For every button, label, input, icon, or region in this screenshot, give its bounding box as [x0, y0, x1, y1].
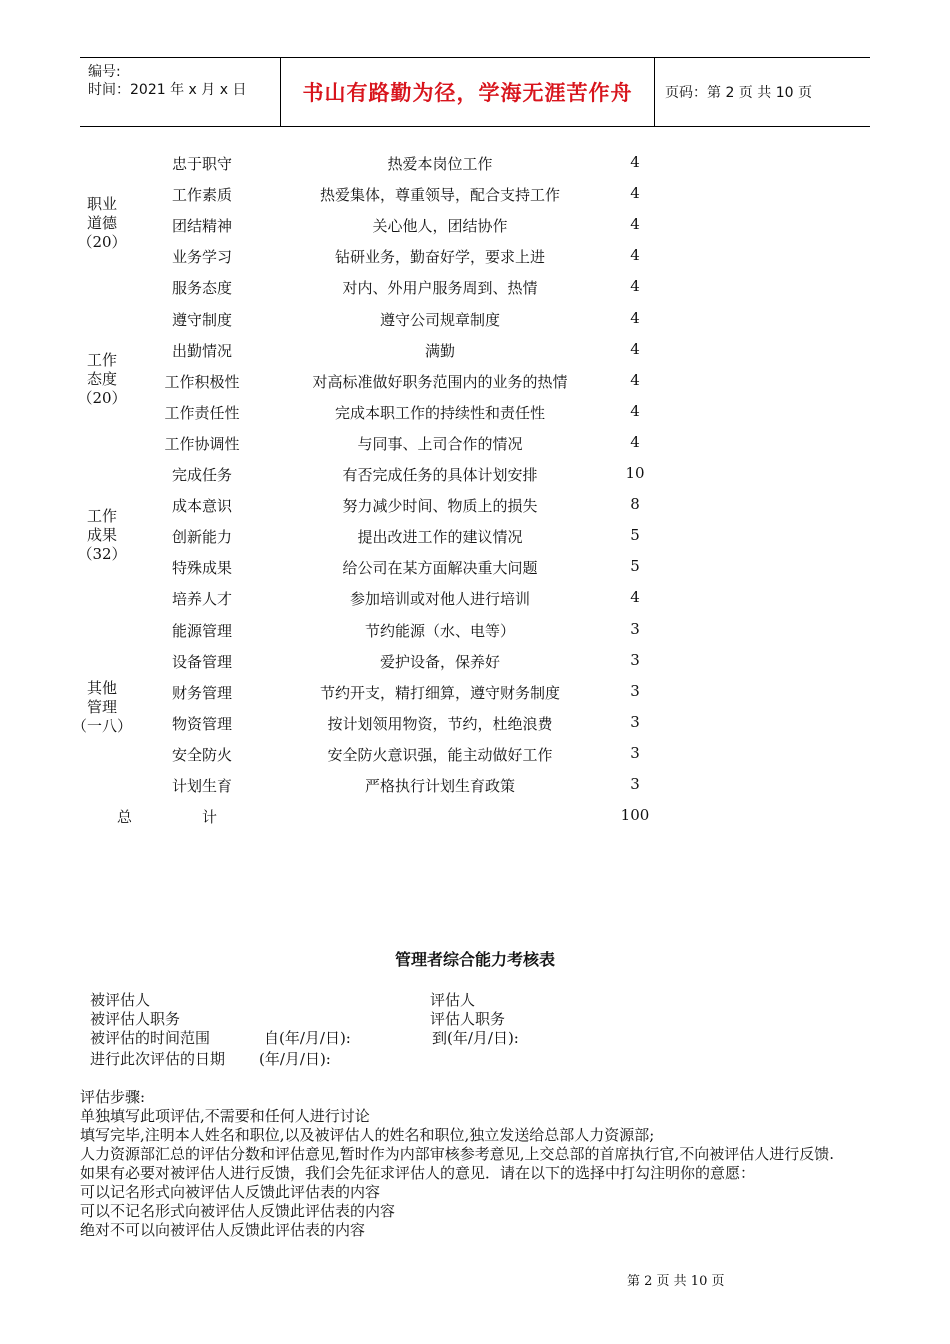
- description-cell: 努力减少时间、物质上的损失: [342, 497, 538, 516]
- item-cell: 设备管理: [171, 652, 232, 671]
- score-cell: 10: [625, 464, 645, 482]
- description-cell: 热爱本岗位工作: [387, 155, 493, 173]
- category-text: 工作 成果 （32）: [77, 507, 127, 563]
- page-header: [80, 57, 870, 127]
- steps-heading: 评估步骤:: [80, 1088, 146, 1106]
- score-cell: 4: [630, 432, 640, 451]
- score-cell: 8: [630, 495, 640, 514]
- table-row: [70, 427, 670, 458]
- item-cell: 特殊成果: [171, 559, 232, 578]
- score-cell: 4: [630, 370, 640, 389]
- header-page-label: 页码：第 2 页 共 10 页: [665, 85, 812, 101]
- score-cell: 3: [630, 619, 640, 638]
- score-cell: 4: [630, 308, 640, 327]
- table-row: [70, 209, 670, 240]
- step-item: 如果有必要对被评估人进行反馈，我们会先征求评估人的意见．请在以下的选择中打勾注明你的意愿：: [80, 1164, 756, 1182]
- description-cell: 与同事、上司合作的情况: [357, 434, 523, 453]
- total-score: 100: [620, 806, 650, 824]
- score-cell: 4: [630, 339, 640, 358]
- category-text: 其他 管理 （一八）: [71, 679, 132, 735]
- item-cell: 工作素质: [171, 186, 232, 205]
- total-label-2: 计: [202, 808, 218, 826]
- score-cell: 4: [630, 401, 640, 420]
- item-cell: 计划生育: [171, 777, 232, 795]
- date-format-label: (年/月/日):: [259, 1050, 331, 1068]
- description-cell: 热爱集体，尊重领导，配合支持工作: [319, 186, 560, 205]
- table-row: [70, 676, 670, 707]
- number-label: 编号:: [88, 64, 121, 80]
- table-row: [70, 303, 670, 334]
- table-row: [70, 365, 670, 396]
- item-cell: 财务管理: [171, 683, 232, 702]
- item-cell: 服务态度: [171, 279, 232, 298]
- table-row: [70, 147, 670, 178]
- description-cell: 节约能源（水、电等）: [364, 621, 515, 640]
- item-cell: 完成任务: [171, 466, 232, 484]
- item-cell: 出勤情况: [171, 341, 232, 360]
- period-from-label: 自(年/月/日):: [264, 1029, 351, 1047]
- table-row: [70, 551, 670, 582]
- item-cell: 工作积极性: [164, 372, 240, 391]
- score-cell: 4: [630, 153, 640, 171]
- step-item: 填写完毕,注明本人姓名和职位,以及被评估人的姓名和职位,独立发送给总部人力资源部;: [80, 1126, 655, 1144]
- evaluator-label: 评估人: [430, 991, 476, 1009]
- option-item: 绝对不可以向被评估人反馈此评估表的内容: [80, 1221, 366, 1239]
- description-cell: 关心他人，团结协作: [372, 217, 508, 236]
- item-cell: 忠于职守: [171, 155, 232, 173]
- evaluation-steps: [80, 1088, 880, 1240]
- item-cell: 成本意识: [171, 497, 232, 516]
- table-row: [70, 334, 670, 365]
- evaluator-position-label: 评估人职务: [430, 1010, 506, 1028]
- description-cell: 对内、外用户服务周到、热情: [342, 279, 538, 298]
- period-label: 被评估的时间范围: [90, 1029, 211, 1047]
- description-cell: 完成本职工作的持续性和责任性: [334, 403, 545, 422]
- period-to-label: 到(年/月/日):: [432, 1029, 519, 1047]
- table-row: [70, 582, 670, 613]
- score-cell: 4: [630, 246, 640, 265]
- table-row: [70, 178, 670, 209]
- item-cell: 能源管理: [171, 621, 232, 640]
- step-item: 单独填写此项评估,不需要和任何人进行讨论: [80, 1107, 370, 1125]
- score-cell: 3: [630, 775, 640, 793]
- description-cell: 严格执行计划生育政策: [364, 777, 515, 795]
- score-cell: 3: [630, 681, 640, 700]
- category-text: 职业 道德 （20）: [77, 195, 127, 251]
- score-cell: 4: [630, 215, 640, 234]
- description-cell: 提出改进工作的建议情况: [357, 528, 523, 547]
- time-label: 时间：2021 年 x 月 x 日: [88, 82, 247, 98]
- description-cell: 给公司在某方面解决重大问题: [342, 559, 538, 578]
- evaluatee-position-label: 被评估人职务: [90, 1010, 181, 1028]
- score-cell: 3: [630, 743, 640, 762]
- table-row: [70, 707, 670, 738]
- header-meta: [80, 58, 281, 126]
- option-item: 可以记名形式向被评估人反馈此评估表的内容: [80, 1183, 381, 1201]
- category-text: 工作 态度 （20）: [77, 351, 127, 407]
- table-row: [70, 271, 670, 302]
- item-cell: 业务学习: [171, 248, 232, 267]
- item-cell: 团结精神: [171, 217, 232, 236]
- total-label-1: 总: [117, 808, 133, 826]
- table-row: [70, 738, 670, 769]
- item-cell: 工作协调性: [164, 434, 240, 453]
- description-cell: 爱护设备，保养好: [379, 652, 500, 671]
- item-cell: 培养人才: [171, 590, 232, 609]
- description-cell: 按计划领用物资，节约，杜绝浪费: [327, 714, 553, 733]
- evaluatee-label: 被评估人: [90, 991, 151, 1009]
- table-row: [70, 396, 670, 427]
- description-cell: 钻研业务，勤奋好学，要求上进: [334, 248, 545, 267]
- form-title: 管理者综合能力考核表: [394, 950, 555, 969]
- table-row: [70, 769, 670, 800]
- step-item: 人力资源部汇总的评估分数和评估意见,暂时作为内部审核参考意见,上交总部的首席执行官,不向被评估人进行反馈.: [80, 1145, 835, 1163]
- description-cell: 节约开支，精打细算，遵守财务制度: [319, 683, 560, 702]
- description-cell: 对高标准做好职务范围内的业务的热情: [312, 372, 568, 391]
- table-row: [70, 240, 670, 271]
- score-cell: 5: [630, 557, 640, 576]
- table-row: [70, 520, 670, 551]
- score-cell: 3: [630, 712, 640, 731]
- table-row: [70, 645, 670, 676]
- table-row: [70, 458, 670, 489]
- option-item: 可以不记名形式向被评估人反馈此评估表的内容: [80, 1202, 396, 1220]
- score-cell: 4: [630, 277, 640, 296]
- score-cell: 4: [630, 588, 640, 607]
- footer-page-number: 第 2 页 共 10 页: [627, 1274, 725, 1289]
- description-cell: 遵守公司规章制度: [379, 310, 500, 329]
- table-row: [70, 489, 670, 520]
- description-cell: 有否完成任务的具体计划安排: [342, 466, 538, 484]
- item-cell: 创新能力: [171, 528, 232, 547]
- description-cell: 满勤: [424, 341, 455, 360]
- header-motto: 书山有路勤为径，学海无涯苦作舟: [281, 58, 655, 126]
- table-row: [70, 614, 670, 645]
- score-cell: 3: [630, 650, 640, 669]
- score-cell: 5: [630, 526, 640, 545]
- item-cell: 物资管理: [171, 714, 232, 733]
- description-cell: 参加培训或对他人进行培训: [349, 590, 530, 609]
- date-label: 进行此次评估的日期: [90, 1050, 226, 1068]
- description-cell: 安全防火意识强，能主动做好工作: [327, 745, 553, 764]
- score-cell: 4: [630, 184, 640, 203]
- item-cell: 遵守制度: [171, 310, 232, 329]
- item-cell: 工作责任性: [164, 403, 240, 422]
- item-cell: 安全防火: [171, 745, 232, 764]
